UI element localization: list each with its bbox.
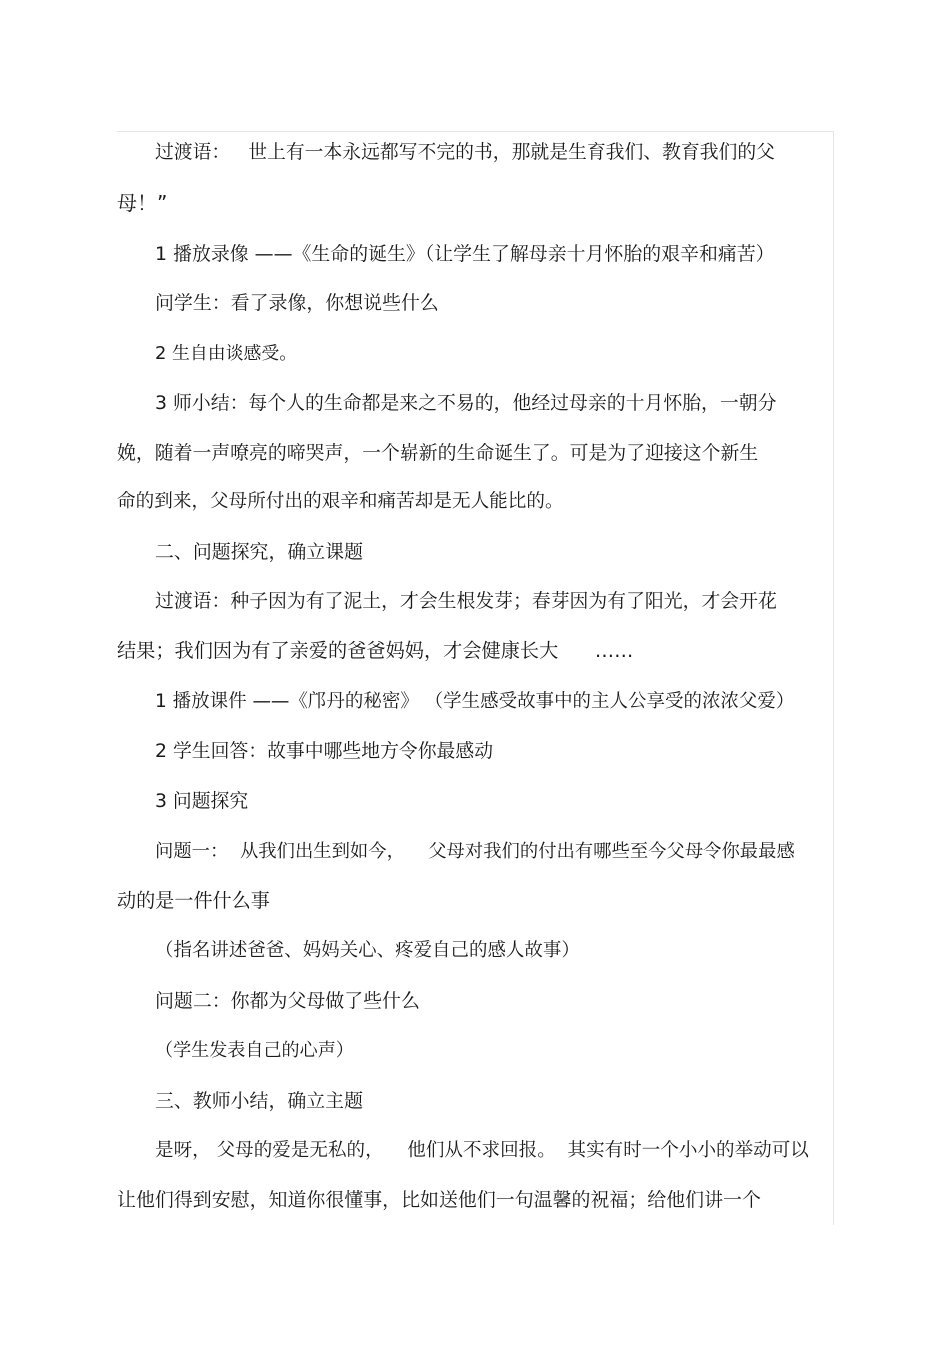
section-heading: 三、教师小结，确立主题 (155, 1090, 363, 1112)
text-line: 过渡语： 世上有一本永远都写不完的书，那就是生育我们、教育我们的父 (155, 142, 775, 163)
text-line: 1 播放课件 ——《邝丹的秘密》 （学生感受故事中的主人公享受的浓浓父爱） (155, 691, 795, 712)
text-line: （指名讲述爸爸、妈妈关心、疼爱自己的感人故事） (155, 940, 580, 961)
text-line: 问题一： 从我们出生到如今， 父母对我们的付出有哪些至今父母令你最最感 (155, 841, 795, 862)
text-line: 2 生自由谈感受。 (155, 343, 298, 364)
text-line: 3 师小结：每个人的生命都是来之不易的，他经过母亲的十月怀胎，一朝分 (155, 392, 777, 414)
section-heading: 二、问题探究，确立课题 (155, 541, 363, 563)
text-line: 是呀， 父母的爱是无私的， 他们从不求回报。 其实有时一个小小的举动可以 (155, 1140, 809, 1161)
page-border-top (117, 131, 834, 132)
text-line: 问题二：你都为父母做了些什么 (155, 990, 420, 1012)
text-line: 命的到来，父母所付出的艰辛和痛苦却是无人能比的。 (117, 491, 564, 512)
text-line: （学生发表自己的心声） (155, 1040, 354, 1061)
text-line: 问学生：看了录像，你想说些什么 (155, 292, 439, 314)
text-line: 母！” (117, 191, 168, 215)
text-line: 结果；我们因为有了亲爱的爸爸妈妈，才会健康长大 …… (117, 639, 634, 662)
text-line: 动的是一件什么事 (117, 889, 270, 912)
text-line: 让他们得到安慰，知道你很懂事，比如送他们一句温馨的祝福；给他们讲一个 (117, 1189, 761, 1211)
text-line: 娩，随着一声嘹亮的啼哭声，一个崭新的生命诞生了。可是为了迎接这个新生 (117, 442, 759, 464)
text-line: 过渡语：种子因为有了泥土，才会生根发芽；春芽因为有了阳光，才会开花 (155, 591, 777, 612)
text-line: 3 问题探究 (155, 791, 249, 812)
text-line: 1 播放录像 ——《生命的诞生》（让学生了解母亲十月怀胎的艰辛和痛苦） (155, 243, 775, 265)
page-border-right (833, 131, 834, 1225)
text-line: 2 学生回答：故事中哪些地方令你最感动 (155, 741, 494, 762)
